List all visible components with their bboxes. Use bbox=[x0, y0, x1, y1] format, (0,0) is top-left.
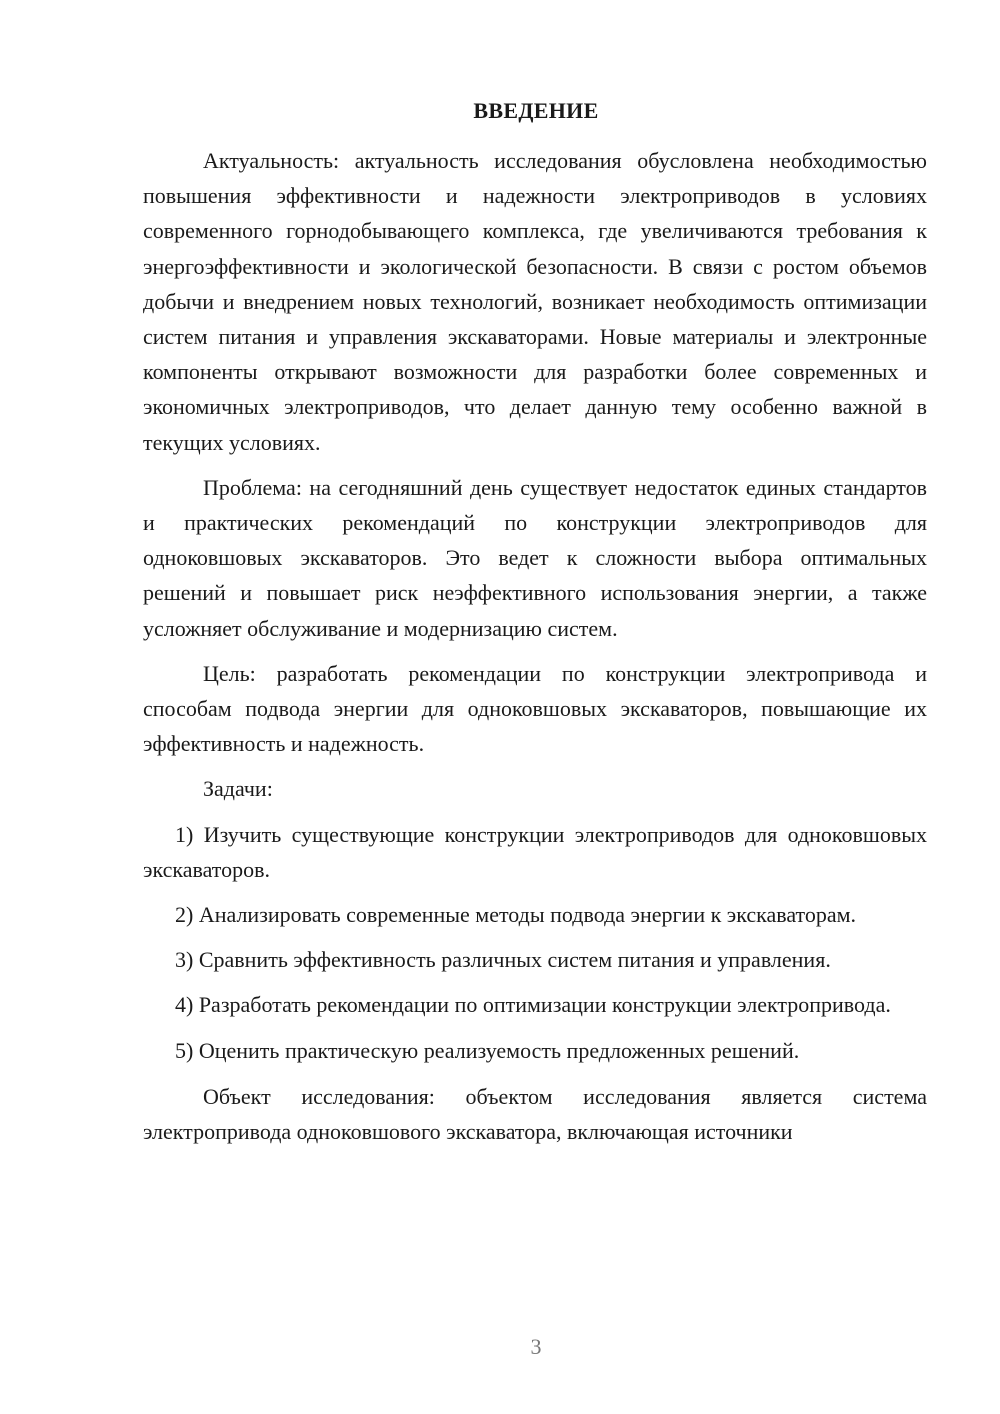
task-item-4: 4) Разработать рекомендации по оптимизации конструкции электропривода. bbox=[175, 992, 891, 1018]
page-number: 3 bbox=[530, 1334, 542, 1359]
paragraph-goal: Цель: разработать рекомендации по конструкции электропривода и способам подвода энергии для одноковшовых экскаваторов, повышающие их эффективность и надежность. bbox=[143, 660, 927, 757]
paragraph-relevance: Актуальность: актуальность исследования обусловлена необходимостью повышения эффективности и надежности электроприводов в условиях современного горнодобывающего комплекса, где увеличиваются требования к энергоэффективности и экологической безопасности. В связи с ростом объемов добычи и внедрением новых технологий, возникает необходимость оптимизации систем питания и управления экскаваторами. Новые материалы и электронные компоненты открывают возможности для разработки более современных и экономичных электроприводов, что делает данную тему особенно важной в текущих условиях. bbox=[143, 148, 927, 455]
document-body bbox=[143, 143, 927, 1149]
task-item-2: 2) Анализировать современные методы подвода энергии к экскаваторам. bbox=[175, 902, 857, 928]
task-item-5: 5) Оценить практическую реализуемость предложенных решений. bbox=[175, 1037, 800, 1063]
paragraph-object: Объект исследования: объектом исследования является система электропривода одноковшового экскаватора, включающая источники bbox=[143, 1083, 927, 1145]
tasks-heading: Задачи: bbox=[203, 776, 273, 802]
section-title: ВВЕДЕНИЕ bbox=[473, 98, 599, 123]
task-item-1: 1) Изучить существующие конструкции электроприводов для одноковшовых экскаваторов. bbox=[143, 821, 927, 882]
task-item-3: 3) Сравнить эффективность различных систем питания и управления. bbox=[175, 947, 831, 973]
paragraph-problem: Проблема: на сегодняшний день существует недостаток единых стандартов и практических рекомендаций по конструкции электроприводов для одноковшовых экскаваторов. Это ведет к сложности выбора оптимальных решений и повышает риск неэффективного использования энергии, а также усложняет обслуживание и модернизацию систем. bbox=[143, 474, 927, 641]
